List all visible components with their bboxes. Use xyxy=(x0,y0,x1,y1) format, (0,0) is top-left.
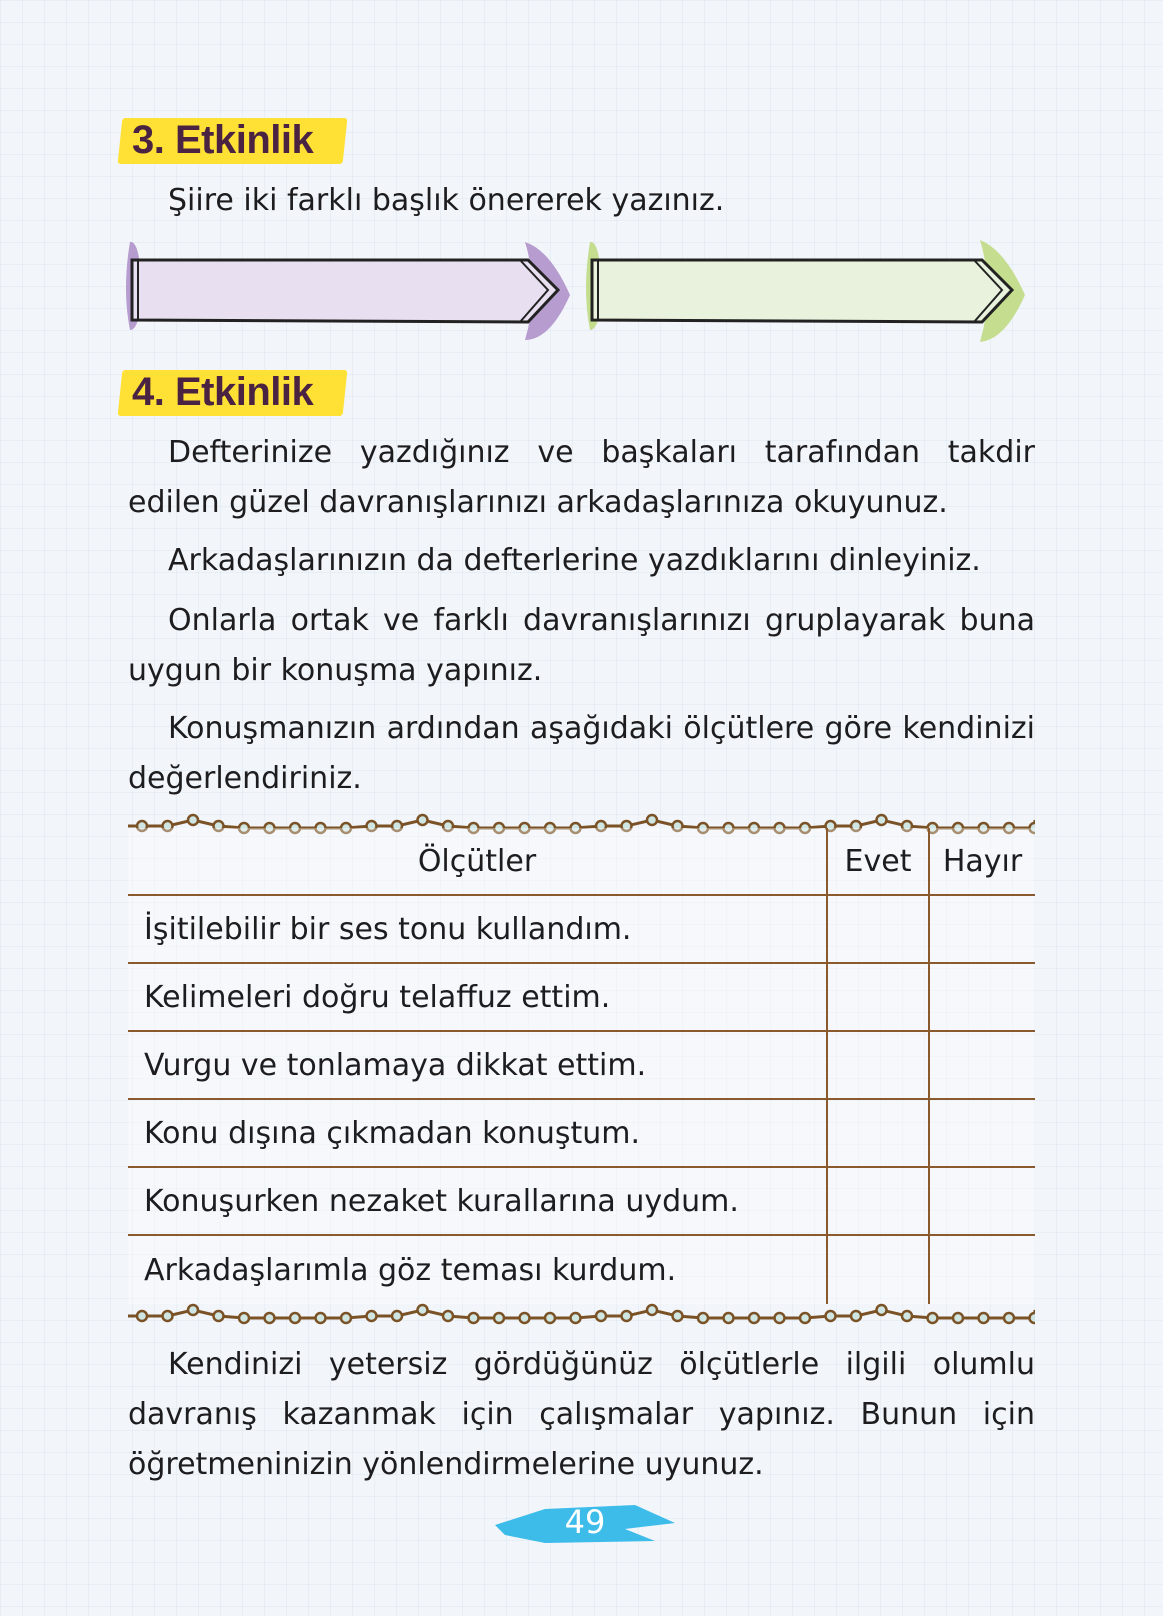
paragraph: Defterinize yazdığınız ve başkaları tarafından takdir edilen güzel davranışlarınızı arkadaşlarınıza okuyunuz. xyxy=(128,435,1035,520)
bead xyxy=(290,1313,300,1323)
bead xyxy=(877,815,887,825)
no-cell[interactable] xyxy=(930,964,1035,1030)
bead xyxy=(571,1313,581,1323)
bead xyxy=(877,1305,887,1315)
bead xyxy=(673,1311,683,1321)
yes-cell[interactable] xyxy=(828,1100,930,1166)
bead xyxy=(188,1305,198,1315)
bead xyxy=(622,1311,632,1321)
bead xyxy=(316,1313,326,1323)
criterion-label: İşitilebilir bir ses tonu kullandım. xyxy=(128,896,828,962)
header-criteria: Ölçütler xyxy=(128,828,828,894)
yes-cell[interactable] xyxy=(828,964,930,1030)
bead xyxy=(418,1305,428,1315)
activity4-title: 4. Etkinlik xyxy=(132,370,314,414)
bead xyxy=(214,1311,224,1321)
bead xyxy=(953,1313,963,1323)
no-cell[interactable] xyxy=(930,1100,1035,1166)
bead xyxy=(775,1313,785,1323)
bead xyxy=(1004,1313,1014,1323)
table-row xyxy=(128,896,1035,964)
bead xyxy=(647,815,657,825)
activity3-instruction: Şiire iki farklı başlık önererek yazınız. xyxy=(168,183,725,218)
bead xyxy=(851,1311,861,1321)
table-row xyxy=(128,1100,1035,1168)
bead xyxy=(469,1313,479,1323)
bead xyxy=(902,1311,912,1321)
bead xyxy=(545,1313,555,1323)
table-header xyxy=(128,828,1035,896)
bead xyxy=(341,1313,351,1323)
page-number: 49 xyxy=(564,1503,606,1541)
no-cell[interactable] xyxy=(930,1168,1035,1234)
header-yes: Evet xyxy=(828,828,930,894)
self-assessment-table xyxy=(128,828,1035,1304)
bead xyxy=(239,1313,249,1323)
bead xyxy=(367,1311,377,1321)
bead xyxy=(137,1311,147,1321)
no-cell[interactable] xyxy=(930,896,1035,962)
yes-cell[interactable] xyxy=(828,1168,930,1234)
bead xyxy=(800,1313,810,1323)
bead xyxy=(724,1313,734,1323)
table-row xyxy=(128,1236,1035,1304)
bead xyxy=(265,1313,275,1323)
bead xyxy=(979,1313,989,1323)
bead xyxy=(494,1313,504,1323)
criterion-label: Konu dışına çıkmadan konuştum. xyxy=(128,1100,828,1166)
bead xyxy=(520,1313,530,1323)
bead xyxy=(647,1305,657,1315)
paragraph: Arkadaşlarınızın da defterlerine yazdıklarını dinleyiniz. xyxy=(168,543,981,578)
criterion-label: Arkadaşlarımla göz teması kurdum. xyxy=(128,1236,828,1304)
bead xyxy=(698,1313,708,1323)
green-arrow-input[interactable] xyxy=(586,240,1025,342)
bead xyxy=(1030,1313,1036,1323)
criterion-label: Konuşurken nezaket kurallarına uydum. xyxy=(128,1168,828,1234)
yes-cell[interactable] xyxy=(828,1236,930,1304)
bead xyxy=(928,1313,938,1323)
table-row xyxy=(128,964,1035,1032)
paragraph: Onlarla ortak ve farklı davranışlarınızı gruplayarak buna uygun bir konuşma yapınız. xyxy=(128,603,1035,688)
table-row xyxy=(128,1032,1035,1100)
yes-cell[interactable] xyxy=(828,1032,930,1098)
bead xyxy=(749,1313,759,1323)
closing-paragraph: Kendinizi yetersiz gördüğünüz ölçütlerle ilgili olumlu davranış kazanmak için çalışmalar yapınız. Bunun için öğretmeninizin yönlendirmelerine uyunuz. xyxy=(128,1347,1035,1482)
no-cell[interactable] xyxy=(930,1032,1035,1098)
criterion-label: Vurgu ve tonlamaya dikkat ettim. xyxy=(128,1032,828,1098)
bead xyxy=(188,815,198,825)
criterion-label: Kelimeleri doğru telaffuz ettim. xyxy=(128,964,828,1030)
bead xyxy=(443,1311,453,1321)
bead xyxy=(826,1311,836,1321)
table-row xyxy=(128,1168,1035,1236)
paragraph: Konuşmanızın ardından aşağıdaki ölçütlere göre kendinizi değerlendiriniz. xyxy=(128,711,1035,796)
answer-arrows xyxy=(120,230,1050,350)
yes-cell[interactable] xyxy=(828,896,930,962)
activity3-title: 3. Etkinlik xyxy=(132,118,314,162)
no-cell[interactable] xyxy=(930,1236,1035,1304)
bead xyxy=(392,1311,402,1321)
bead-border-bottom xyxy=(128,1300,1035,1330)
bead xyxy=(418,815,428,825)
purple-arrow-input[interactable] xyxy=(126,242,570,340)
bead xyxy=(163,1311,173,1321)
bead xyxy=(596,1311,606,1321)
header-no: Hayır xyxy=(942,843,1023,879)
